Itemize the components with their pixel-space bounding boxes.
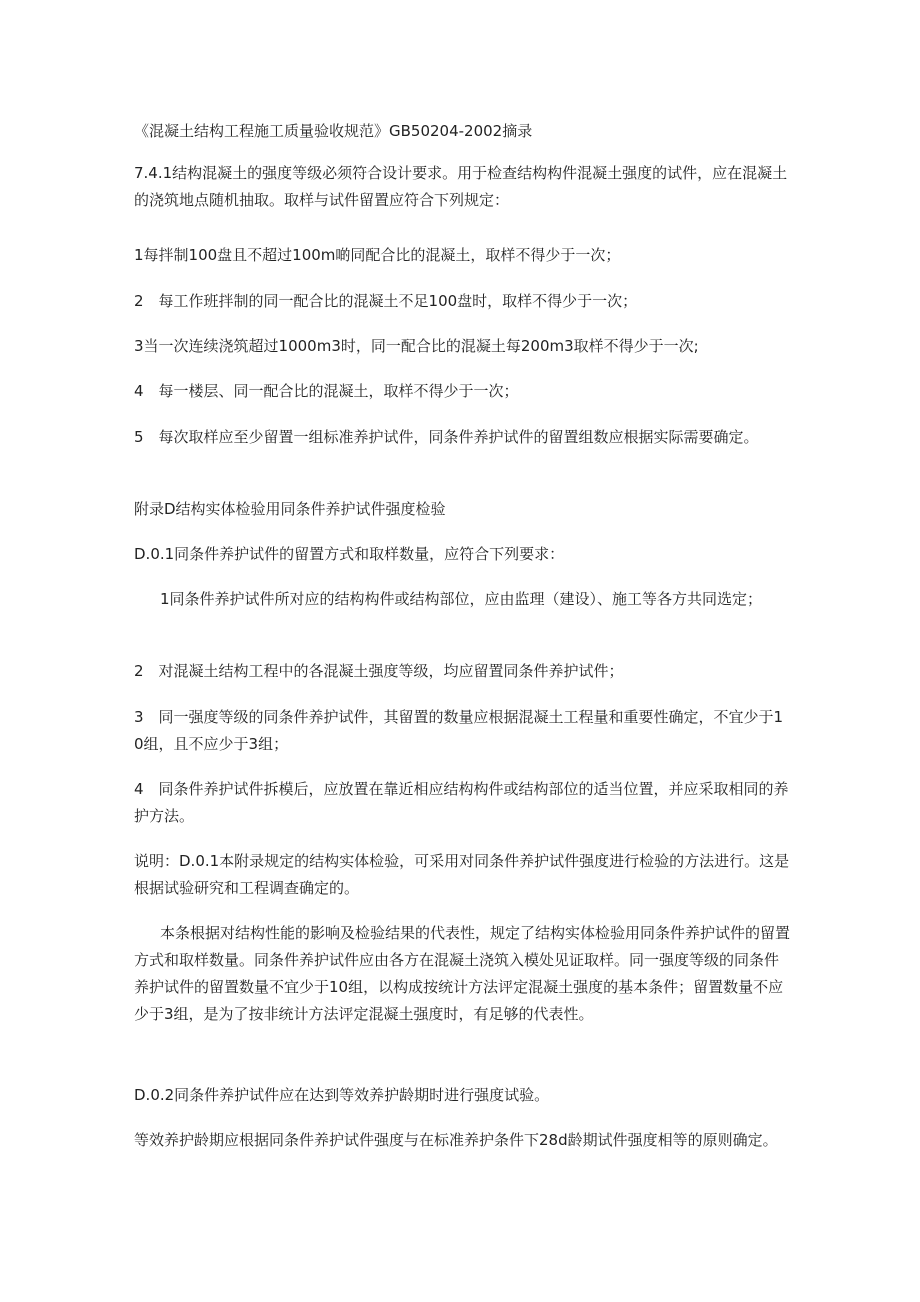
requirement-item-2: 2 对混凝土结构工程中的各混凝土强度等级，均应留置同条件养护试件；	[134, 662, 624, 680]
rule-item-4: 4 每一楼层、同一配合比的混凝土，取样不得少于一次；	[134, 382, 519, 400]
requirement-item-4: 4 同条件养护试件拆模后，应放置在靠近相应结构构件或结构部位的适当位置，并应采取相同的养护方法。	[134, 780, 789, 825]
explanation-d-0-1: 说明：D.0.1本附录规定的结构实体检验，可采用对同条件养护试件强度进行检验的方法进行。这是根据试验研究和工程调查确定的。	[134, 852, 790, 897]
clause-d-0-1: D.0.1同条件养护试件的留置方式和取样数量，应符合下列要求：	[134, 545, 565, 563]
clause-7-4-1: 7.4.1结构混凝土的强度等级必须符合设计要求。用于检查结构构件混凝土强度的试件，应在混凝土的浇筑地点随机抽取。取样与试件留置应符合下列规定：	[134, 164, 788, 209]
document-title: 《混凝土结构工程施工质量验收规范》GB50204-2002摘录	[134, 122, 533, 140]
rule-item-3: 3当一次连续浇筑超过1000m3时，同一配合比的混凝土每200m3取样不得少于一次;	[134, 337, 699, 355]
requirement-item-1: 1同条件养护试件所对应的结构构件或结构部位，应由监理（建设）、施工等各方共同选定；	[160, 590, 763, 608]
appendix-d-heading: 附录D结构实体检验用同条件养护试件强度检验	[134, 500, 446, 518]
rule-item-1: 1每拌制100盘且不超过100m啲同配合比的混凝土，取样不得少于一次；	[134, 246, 621, 264]
rule-item-5: 5 每次取样应至少留置一组标准养护试件，同条件养护试件的留置组数应根据实际需要确定。	[134, 428, 759, 446]
explanation-paragraph: 本条根据对结构性能的影响及检验结果的代表性，规定了结构实体检验用同条件养护试件的留置方式和取样数量。同条件养护试件应由各方在混凝土浇筑入模处见证取样。同一强度等级的同条件养护试件的留置数量不宜少于10组，以构成按统计方法评定混凝土强度的基本条件；留置数量不应少于3组，是为了按非统计方法评定混凝土强度时，有足够的代表性。	[134, 924, 791, 1023]
clause-d-0-2: D.0.2同条件养护试件应在达到等效养护龄期时进行强度试验。	[134, 1086, 550, 1104]
equivalent-age-paragraph: 等效养护龄期应根据同条件养护试件强度与在标准养护条件下28d龄期试件强度相等的原则确定。	[134, 1131, 778, 1149]
rule-item-2: 2 每工作班拌制的同一配合比的混凝土不足100盘时，取样不得少于一次；	[134, 292, 638, 310]
requirement-item-3: 3 同一强度等级的同条件养护试件，其留置的数量应根据混凝土工程量和重要性确定，不宜少于10组，且不应少于3组；	[134, 708, 784, 753]
